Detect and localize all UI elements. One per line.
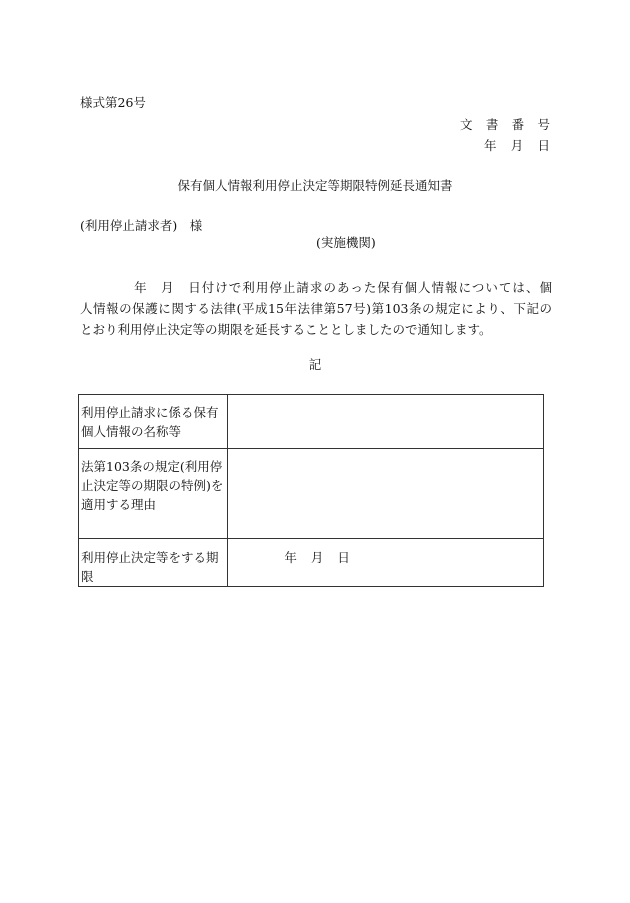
record-heading: 記	[308, 357, 322, 372]
form-number: 様式第26号	[80, 95, 146, 110]
date-year-char: 年	[484, 138, 497, 153]
row-label: 利用停止請求に係る保有個人情報の名称等	[79, 395, 228, 449]
deadline-year-char: 年	[284, 550, 297, 565]
table-row	[79, 539, 544, 587]
doc-number-char: 番	[511, 117, 525, 132]
document-number-label	[460, 119, 550, 132]
row-value	[228, 449, 544, 539]
issue-date	[484, 140, 550, 153]
addressee: (利用停止請求者) 様	[80, 218, 203, 233]
body-line: とおり利用停止決定等の期限を延長することとしましたので通知します。	[80, 322, 492, 337]
doc-number-char: 文	[460, 117, 473, 132]
date-month-char: 月	[510, 138, 524, 153]
date-day-char: 日	[537, 138, 550, 153]
row-value	[228, 395, 544, 449]
doc-number-char: 書	[485, 117, 499, 132]
row-label: 利用停止決定等をする期限	[79, 539, 228, 587]
body-line: 人情報の保護に関する法律(平成15年法律第57号)第103条の規定により、下記の	[80, 301, 552, 316]
issuing-agency: (実施機関)	[316, 235, 376, 250]
deadline-day-char: 日	[337, 550, 350, 565]
deadline-date	[284, 548, 350, 567]
deadline-value	[228, 539, 544, 587]
deadline-month-char: 月	[310, 550, 324, 565]
body-line: 年 月 日付けで利用停止請求のあった保有個人情報については、個	[80, 280, 552, 295]
document-title: 保有個人情報利用停止決定等期限特例延長通知書	[177, 178, 453, 193]
doc-number-char: 号	[537, 117, 550, 132]
notice-body	[80, 277, 552, 340]
table-row	[79, 395, 544, 449]
record-table	[78, 394, 544, 587]
row-label: 法第103条の規定(利用停止決定等の期限の特例)を適用する理由	[79, 449, 228, 539]
table-row	[79, 449, 544, 539]
